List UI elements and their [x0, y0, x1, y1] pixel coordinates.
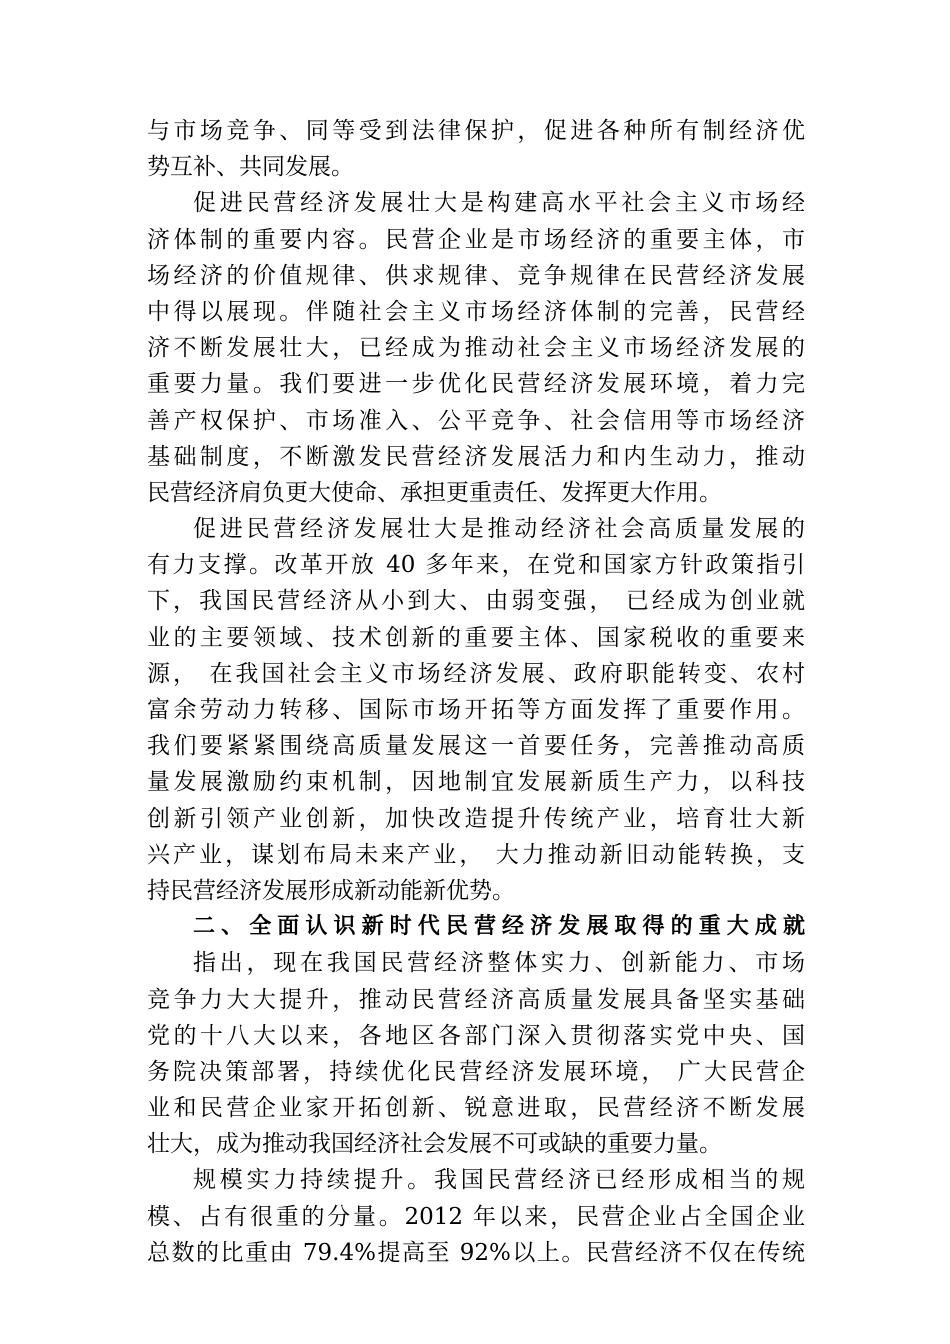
- paragraph: [147, 945, 805, 1162]
- text-line: 规模实力持续提升。我国民营经济已经形成相当的规: [193, 1167, 805, 1194]
- text-line: 业和民营企业家开拓创新、锐意进取，民营经济不断发展: [147, 1095, 805, 1122]
- paragraph: [147, 185, 805, 511]
- text-line: 量发展激励约束机制，因地制宜发展新质生产力，以科技: [147, 769, 805, 796]
- text-line: 业的主要领域、技术创新的重要主体、国家税收的重要来: [147, 624, 805, 651]
- text-line: 民营经济肩负更大使命、承担更重责任、发挥更大作用。: [147, 479, 722, 506]
- text-line: 壮大，成为推动我国经济社会发展不可或缺的重要力量。: [147, 1131, 722, 1158]
- text-line: 重要力量。我们要进一步优化民营经济发展环境，着力完: [147, 371, 805, 398]
- text-line: 促进民营经济发展壮大是推动经济社会高质量发展的: [193, 516, 805, 543]
- text-line: 济不断发展壮大，已经成为推动社会主义市场经济发展的: [147, 335, 805, 362]
- paragraph: [147, 511, 805, 909]
- section-heading: 二、全面认识新时代民营经济发展取得的重大成就: [193, 914, 805, 940]
- text-line: 党的十八大以来，各地区各部门深入贯彻落实党中央、国: [147, 1022, 805, 1049]
- text-line: 富余劳动力转移、国际市场开拓等方面发挥了重要作用。: [147, 697, 805, 723]
- text-line: 竞争力大大提升，推动民营经济高质量发展具备坚实基础: [147, 986, 805, 1013]
- text-line: 源， 在我国社会主义市场经济发展、政府职能转变、农村: [147, 660, 805, 687]
- text-line: 济体制的重要内容。民营企业是市场经济的重要主体，市: [147, 226, 805, 253]
- text-line: 我们要紧紧围绕高质量发展这一首要任务，完善推动高质: [147, 733, 805, 760]
- paragraph: [147, 1162, 805, 1271]
- text-line: 指出，现在我国民营经济整体实力、创新能力、市场: [193, 950, 805, 977]
- text-line: 创新引领产业创新，加快改造提升传统产业，培育壮大新: [147, 805, 805, 832]
- text-line: 与市场竞争、同等受到法律保护，促进各种所有制经济优: [147, 118, 805, 144]
- text-line: 兴产业，谋划布局未来产业， 大力推动新旧动能转换，支: [147, 841, 805, 868]
- text-line: 务院决策部署，持续优化民营经济发展环境， 广大民营企: [147, 1058, 805, 1085]
- text-line: 基础制度，不断激发民营经济发展活力和内生动力，推动: [147, 443, 805, 470]
- text-line: 促进民营经济发展壮大是构建高水平社会主义市场经: [193, 190, 805, 217]
- paragraph: [147, 113, 805, 185]
- text-line: 模、占有很重的分量。2012 年以来，民营企业占全国企业: [147, 1203, 805, 1230]
- text-line: 场经济的价值规律、供求规律、竞争规律在民营经济发展: [147, 262, 805, 289]
- document-page: [147, 113, 805, 1271]
- text-line: 持民营经济发展形成新动能新优势。: [147, 877, 515, 904]
- text-line: 总数的比重由 79.4%提高至 92%以上。民营经济不仅在传统: [147, 1239, 805, 1266]
- text-line: 中得以展现。伴随社会主义市场经济体制的完善，民营经: [147, 298, 805, 325]
- text-line: 善产权保护、市场准入、公平竞争、社会信用等市场经济: [147, 407, 805, 434]
- text-line: 势互补、共同发展。: [147, 154, 354, 181]
- text-line: 有力支撑。改革开放 40 多年来，在党和国家方针政策指引: [147, 552, 805, 579]
- text-line: 下，我国民营经济从小到大、由弱变强， 已经成为创业就: [147, 588, 805, 615]
